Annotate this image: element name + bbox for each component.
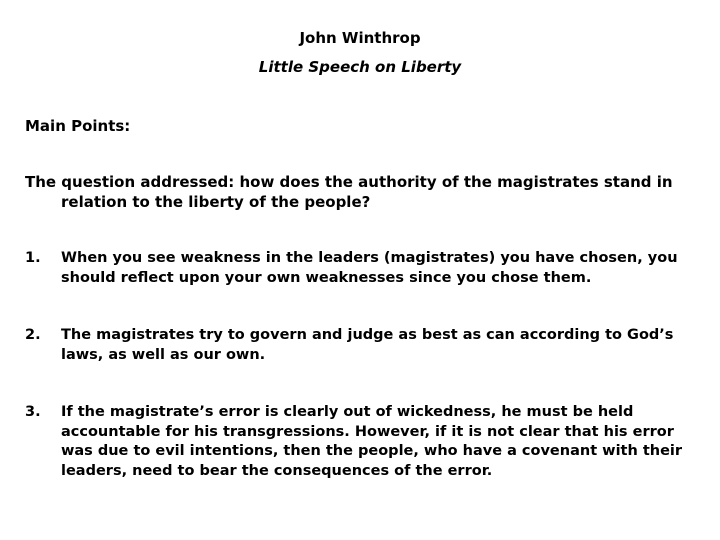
document-title: Little Speech on Liberty <box>258 58 462 76</box>
point-number: 1. <box>25 250 41 266</box>
author-heading: John Winthrop <box>299 29 421 47</box>
main-points-label: Main Points: <box>25 117 131 135</box>
point-text: The magistrates try to govern and judge as best as can according to God’s laws, as well as our own. <box>61 327 674 363</box>
point-text: When you see weakness in the leaders (magistrates) you have chosen, you should reflect upon your own weaknesses since you chose them. <box>61 250 678 286</box>
point-text: If the magistrate’s error is clearly out of wickedness, he must be held accountable for his transgressions. However, if it is not clear that his error was due to evil intentions, then the people, who have a covenant with their leaders, need to bear the consequences of the error. <box>61 404 683 479</box>
question-paragraph: The question addressed: how does the authority of the magistrates stand in relation to the liberty of the people? <box>25 173 673 211</box>
point-number: 3. <box>25 404 41 420</box>
point-number: 2. <box>25 327 41 343</box>
